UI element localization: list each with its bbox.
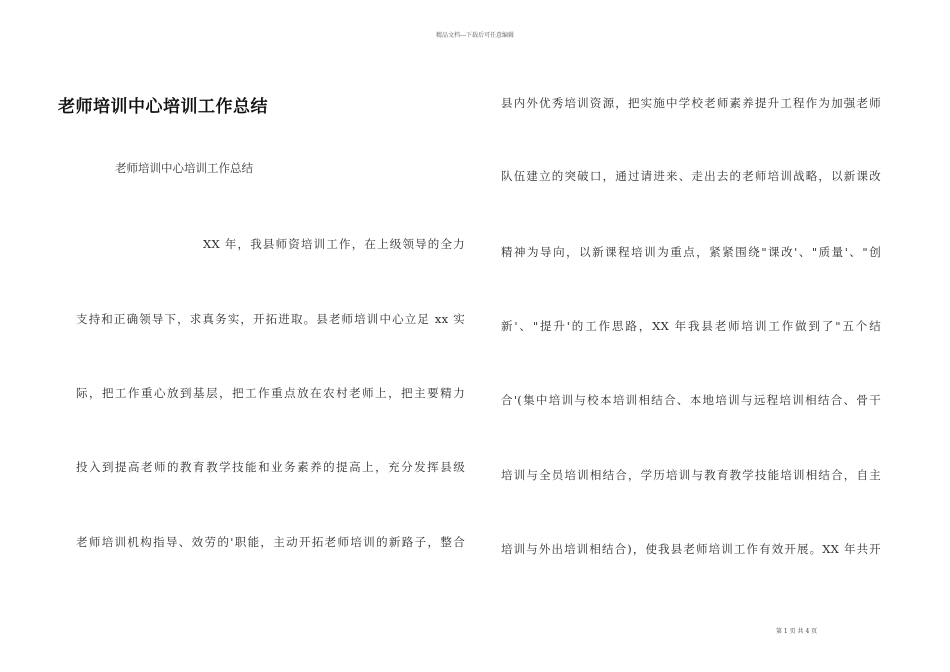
paragraph-line: 培训与外出培训相结合)，使我县老师培训工作有效开展。XX 年共开 [501,542,881,556]
paragraph-line: 县内外优秀培训资源，把实施中学校老师素养提升工程作为加强老师 [501,96,881,110]
paragraph-line: 培训与全员培训相结合，学历培训与教育教学技能培训相结合，自主 [501,468,881,482]
document-title: 老师培训中心培训工作总结 [58,97,268,117]
paragraph-line: 老师培训机构指导、效劳的'职能，主动开拓老师培训的新路子，整合 [76,535,465,549]
document-subtitle: 老师培训中心培训工作总结 [115,161,253,175]
paragraph-line: 支持和正确领导下，求真务实，开拓进取。县老师培训中心立足 xx 实 [76,312,465,326]
page-number: 第 1 页 共 4 页 [776,628,818,635]
paragraph-line: 投入到提高老师的教育教学技能和业务素养的提高上，充分发挥县级 [76,460,465,474]
paragraph-line: 合'(集中培训与校本培训相结合、本地培训与远程培训相结合、骨干 [501,393,881,407]
paragraph-line: 际，把工作重心放到基层，把工作重点放在农村老师上，把主要精力 [76,386,465,400]
paragraph-line: 精神为导向，以新课程培训为重点，紧紧围绕"课改'、"质量'、"创 [501,245,881,259]
page-header-note: 精品文档---下载后可任意编辑 [435,32,515,39]
paragraph-line: 队伍建立的突破口，通过请进来、走出去的老师培训战略，以新课改 [501,169,881,183]
paragraph-line: XX 年，我县师资培训工作，在上级领导的全力 [203,237,465,251]
paragraph-line: 新'、"提升'的工作思路，XX 年我县老师培训工作做到了"五个结 [501,319,881,333]
